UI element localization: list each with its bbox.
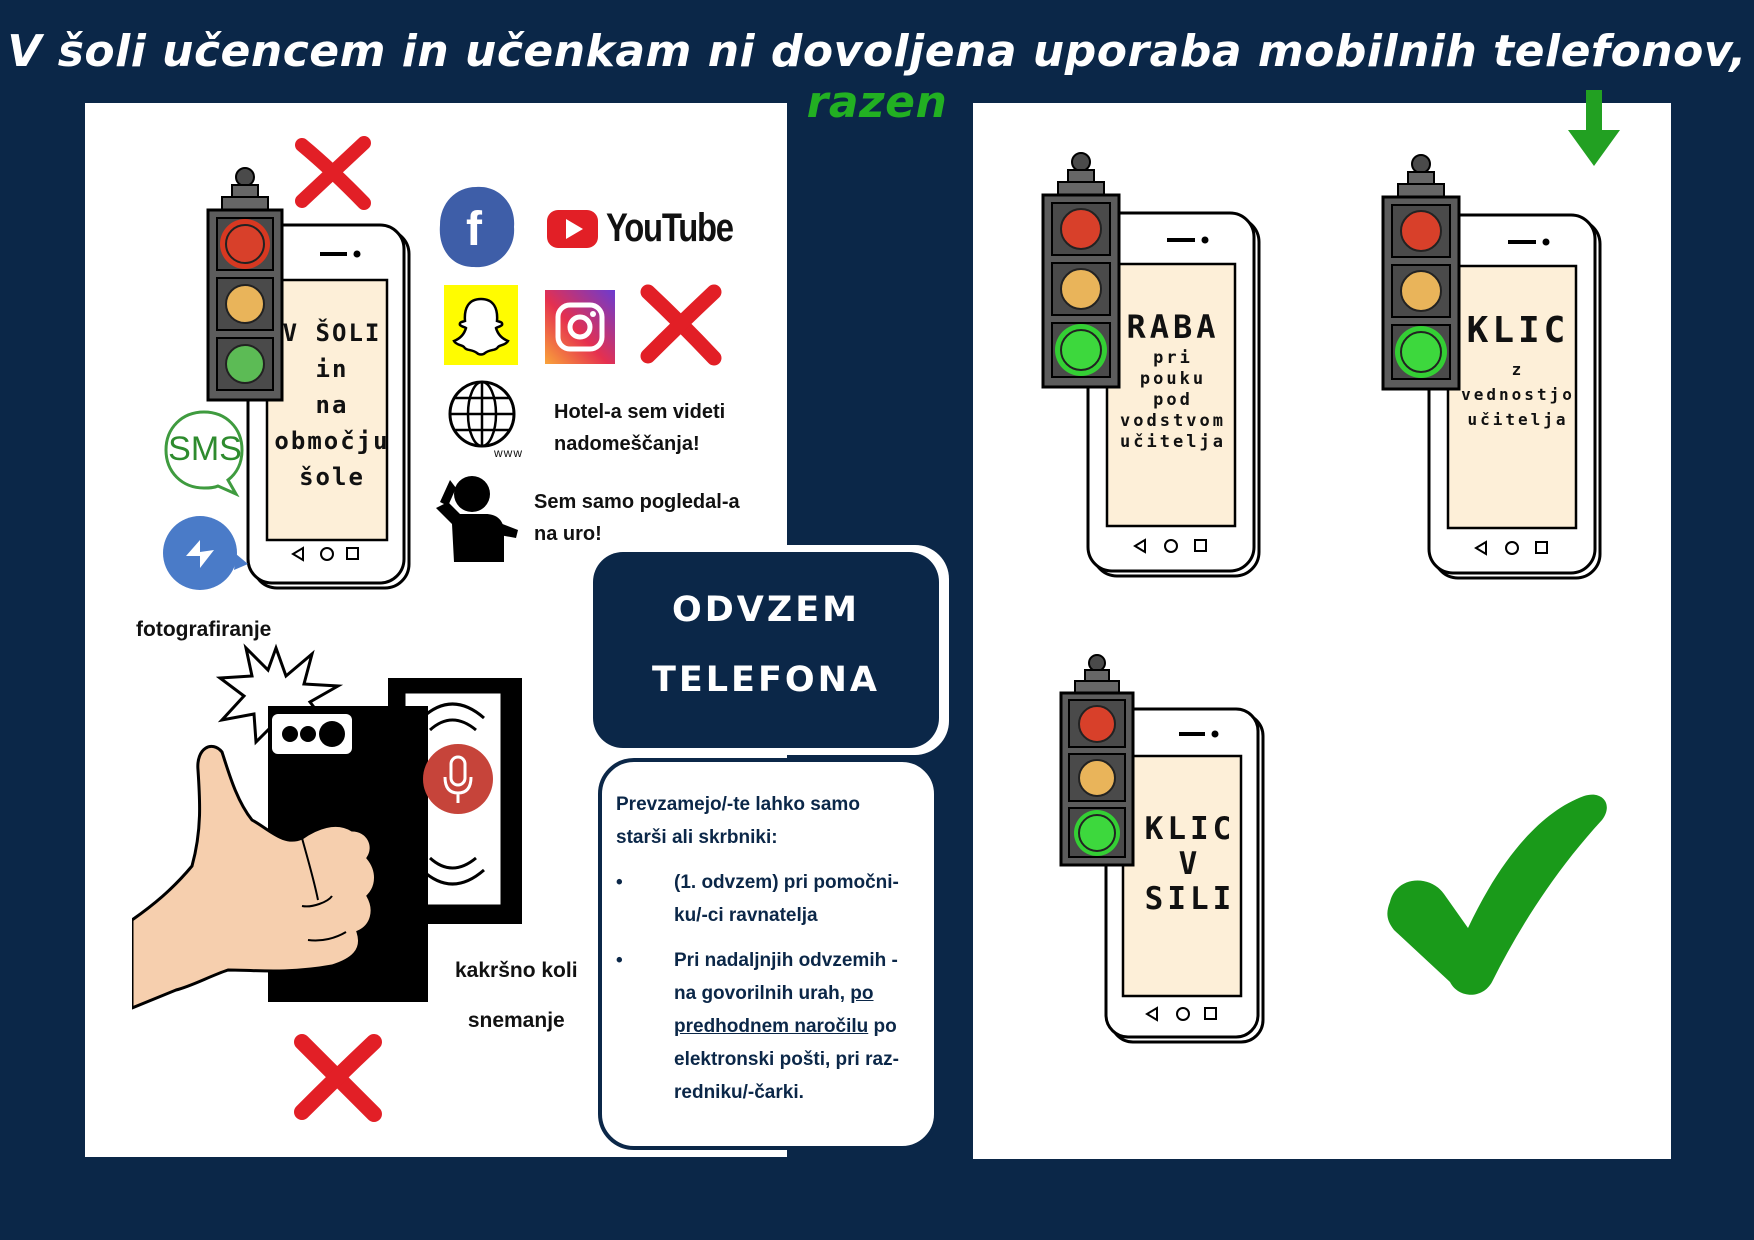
traffic-light-icon: [205, 165, 285, 403]
page-title: V šoli učencem in učenkam ni dovoljena uporaba mobilnih telefonov, razen: [7, 26, 1747, 128]
down-arrow-icon: [1566, 90, 1622, 168]
instagram-icon: [545, 290, 615, 364]
title-highlight: razen: [806, 77, 948, 128]
phone1-text: RABA pri pouku pod vodstvom učitelja: [1120, 308, 1226, 452]
microphone-icon: [421, 741, 495, 817]
youtube-label: YouTube: [606, 206, 733, 250]
callout-box: ODVZEM TELEFONA: [593, 552, 939, 748]
cross-icon: [638, 282, 724, 366]
facebook-icon: [436, 183, 518, 271]
photo-label: fotografiranje: [136, 618, 272, 641]
sms-label: SMS: [168, 430, 242, 468]
info-box: [598, 758, 938, 1150]
hotel-text: Hotel-a sem videti nadomeščanja!: [554, 401, 726, 455]
www-label: www: [494, 446, 523, 460]
snapchat-icon: [444, 285, 518, 365]
svg-text:f: f: [466, 203, 482, 256]
traffic-light-icon: [1380, 152, 1462, 392]
recording-label: kakršno koli snemanje: [455, 959, 578, 1032]
info-intro: Prevzamejo/-te lahko samo starši ali skrbniki:: [616, 794, 860, 848]
globe-icon: [446, 378, 518, 450]
youtube-icon: [545, 208, 600, 250]
info-link-naročilo: predhodnem naročilu: [674, 1016, 869, 1037]
traffic-light-icon: [1040, 150, 1122, 390]
person-looking-icon: [430, 472, 522, 564]
info-item-2: • Pri nadaljnjih odvzemih - na govorilnih urah, po predhodnem naročilu po elektronski pošti, pri raz- redniku/-čarki.: [616, 944, 922, 1109]
messenger-icon: [160, 512, 248, 594]
cross-icon: [292, 135, 374, 211]
clock-text: Sem samo pogledal-a na uro!: [534, 491, 740, 545]
phone2-text: KLIC z vednostjo učitelja: [1461, 310, 1575, 429]
checkmark-icon: [1380, 790, 1612, 996]
phone-screen-text: V ŠOLI in na območju šole: [274, 319, 390, 491]
cross-icon: [290, 1030, 386, 1124]
info-link-po: po: [850, 983, 874, 1004]
traffic-light-icon: [1058, 652, 1136, 868]
info-item-1: • (1. odvzem) pri pomočni- ku/-ci ravnatelja: [616, 866, 922, 932]
phone3-text: KLIC V SILI: [1144, 811, 1236, 917]
